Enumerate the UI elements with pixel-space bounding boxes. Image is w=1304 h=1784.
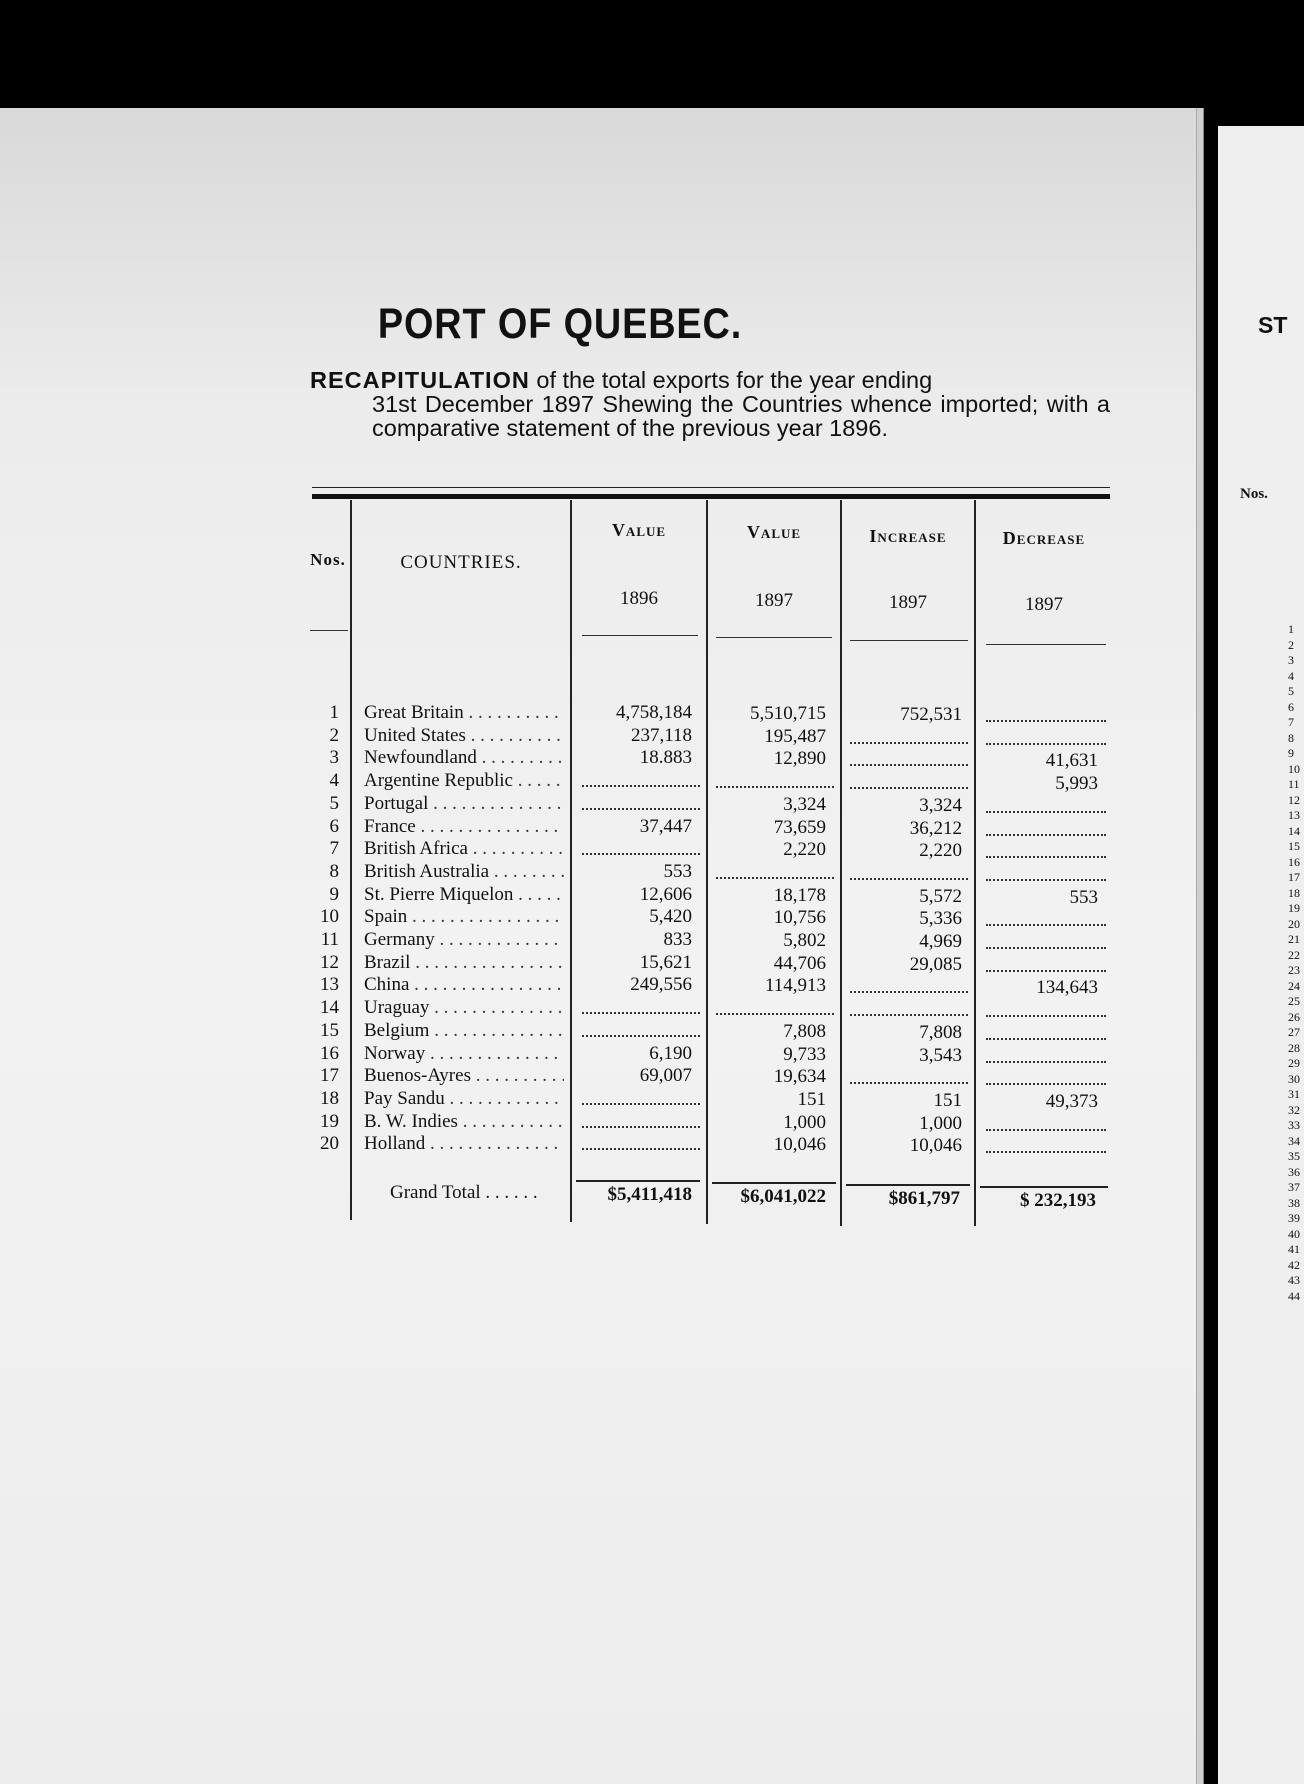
country-name: Newfoundland . . .	[364, 747, 564, 769]
cell-v1896: 4,758,184	[616, 702, 692, 723]
cell-v1896: 12,606	[639, 883, 692, 905]
adjacent-row-number: 12	[1288, 792, 1300, 807]
cell-v1896: 5,420	[649, 906, 692, 928]
header-value-1897: Value	[746, 522, 802, 542]
adjacent-row-number: 14	[1288, 823, 1300, 838]
country-name: Uraguay . . .	[364, 997, 564, 1019]
cell-dec: 41,631	[1045, 750, 1098, 772]
leader-dots	[850, 741, 968, 744]
recap-text-1: of the total exports for the year ending	[529, 367, 933, 393]
header-increase-year: 1897	[889, 592, 927, 613]
header-rule	[716, 637, 832, 638]
header-nos: Nos.	[310, 550, 346, 569]
total-rule	[846, 1184, 970, 1186]
cell-v1897: 151	[797, 1088, 826, 1110]
cell-v1897: 114,913	[764, 975, 826, 997]
page-title: PORT OF QUEBEC.	[377, 300, 743, 348]
leader-dots	[850, 1081, 968, 1084]
adjacent-row-number: 33	[1288, 1118, 1300, 1132]
header-rule	[582, 635, 698, 636]
row-number: 15	[320, 1019, 339, 1041]
cell-inc: 10,046	[909, 1135, 962, 1157]
adjacent-row-number: 31	[1288, 1087, 1300, 1101]
adjacent-row-number: 37	[1288, 1180, 1300, 1194]
adjacent-row-number: 39	[1288, 1211, 1300, 1225]
country-name: France . . .	[364, 816, 564, 838]
header-rule	[310, 630, 348, 631]
header-rule	[986, 644, 1106, 645]
header-countries: COUNTRIES.	[400, 552, 522, 573]
row-number: 20	[320, 1133, 339, 1155]
cell-v1896: 237,118	[630, 724, 692, 746]
adjacent-row-number: 26	[1288, 1009, 1300, 1024]
row-number: 9	[329, 883, 339, 905]
header-increase: Increase	[869, 526, 947, 546]
leader-dots	[850, 877, 968, 880]
adjacent-row-number: 7	[1288, 715, 1294, 729]
adjacent-page-title-fragment: ST	[1258, 312, 1288, 338]
adjacent-row-number: 22	[1288, 947, 1300, 962]
row-number: 11	[320, 929, 339, 950]
leader-dots	[986, 810, 1106, 813]
adjacent-row-number: 40	[1288, 1226, 1300, 1241]
leader-dots	[582, 784, 700, 787]
grand-total-1896: $5,411,418	[607, 1184, 692, 1205]
leader-dots	[986, 946, 1106, 949]
country-name: United States . . .	[364, 725, 564, 747]
adjacent-row-number: 5	[1288, 684, 1294, 698]
cell-v1897: 19,634	[773, 1066, 826, 1088]
cell-v1897: 3,324	[783, 793, 826, 815]
recap-lead: RECAPITULATION	[310, 367, 530, 393]
row-number: 7	[329, 838, 339, 860]
adjacent-row-number: 41	[1288, 1242, 1300, 1256]
adjacent-row-number: 10	[1288, 761, 1300, 776]
leader-dots	[716, 1012, 834, 1015]
grand-total-decrease: $ 232,193	[1020, 1190, 1096, 1211]
leader-dots	[850, 763, 968, 766]
adjacent-row-number: 2	[1288, 637, 1294, 652]
leader-dots	[850, 786, 968, 789]
cell-v1897: 5,802	[783, 930, 826, 951]
leader-dots	[986, 923, 1106, 926]
country-name: Pay Sandu . . .	[364, 1088, 564, 1110]
row-number: 8	[329, 860, 339, 882]
row-number: 1	[329, 702, 339, 723]
country-name: B. W. Indies . . .	[364, 1111, 564, 1133]
cell-dec: 134,643	[1036, 977, 1098, 999]
country-name: St. Pierre Miquelon . . .	[364, 884, 564, 906]
adjacent-row-number: 43	[1288, 1273, 1300, 1287]
cell-v1897: 5,510,715	[750, 703, 826, 724]
row-number: 19	[320, 1110, 339, 1132]
cell-v1896: 553	[663, 860, 692, 882]
adjacent-row-number: 36	[1288, 1164, 1300, 1179]
country-name: Belgium . . .	[364, 1020, 564, 1042]
header-value-1896: Value	[611, 520, 667, 540]
adjacent-row-number: 17	[1288, 870, 1300, 884]
country-name: Germany . . .	[364, 929, 564, 951]
adjacent-row-number: 13	[1288, 808, 1300, 822]
adjacent-row-number: 3	[1288, 653, 1294, 667]
cell-v1897: 1,000	[783, 1111, 826, 1133]
cell-inc: 7,808	[919, 1021, 962, 1043]
leader-dots	[716, 876, 834, 879]
cell-inc: 1,000	[919, 1112, 962, 1134]
cell-inc: 2,220	[919, 840, 962, 862]
leader-dots	[850, 990, 968, 993]
leader-dots	[582, 1125, 700, 1128]
row-number: 6	[329, 815, 339, 837]
adjacent-row-number: 18	[1288, 885, 1300, 900]
leader-dots	[986, 719, 1106, 722]
adjacent-row-number: 38	[1288, 1195, 1300, 1210]
recap-text-2: 31st December 1897 Shewing the Countries whence imported; with a comparative statement of the previous year 1896.	[372, 391, 1110, 441]
recapitulation-paragraph	[310, 368, 1110, 440]
adjacent-row-number: 20	[1288, 916, 1300, 931]
country-name: Argentine Republic . . .	[364, 770, 564, 792]
cell-dec: 49,373	[1045, 1090, 1098, 1112]
adjacent-row-number: 16	[1288, 854, 1300, 869]
cell-v1896: 833	[663, 929, 692, 950]
row-number: 4	[329, 770, 339, 792]
leader-dots	[986, 855, 1106, 858]
leader-dots	[986, 1014, 1106, 1017]
adjacent-row-number: 35	[1288, 1149, 1300, 1163]
leader-dots	[986, 969, 1106, 972]
total-rule	[712, 1182, 836, 1184]
adjacent-row-number: 15	[1288, 839, 1300, 853]
country-name: Brazil . . .	[364, 952, 564, 974]
cell-inc: 5,572	[919, 885, 962, 907]
adjacent-row-number: 19	[1288, 901, 1300, 915]
adjacent-row-number: 25	[1288, 994, 1300, 1008]
adjacent-row-number: 34	[1288, 1133, 1300, 1148]
cell-v1896: 18.883	[639, 747, 692, 769]
adjacent-row-number: 21	[1288, 932, 1300, 946]
cell-inc: 3,543	[919, 1044, 962, 1066]
header-decrease: Decrease	[1002, 528, 1086, 548]
leader-dots	[582, 852, 700, 855]
cell-inc: 29,085	[909, 953, 962, 975]
leader-dots	[986, 742, 1106, 745]
row-number: 3	[329, 747, 339, 769]
cell-inc: 36,212	[909, 817, 962, 839]
cell-v1897: 2,220	[783, 839, 826, 861]
country-name: British Africa . . .	[364, 838, 564, 860]
grand-total-increase: $861,797	[888, 1188, 960, 1209]
adjacent-row-number: 32	[1288, 1102, 1300, 1117]
cell-v1897: 44,706	[773, 952, 826, 974]
column-divider	[350, 500, 352, 1220]
total-rule	[980, 1186, 1108, 1188]
leader-dots	[986, 1060, 1106, 1063]
cell-inc: 752,531	[900, 704, 962, 725]
adjacent-row-number: 9	[1288, 746, 1294, 760]
country-name: Buenos-Ayres . . .	[364, 1065, 564, 1087]
total-rule	[576, 1180, 700, 1182]
table-top-rule-thin	[312, 487, 1110, 488]
cell-v1897: 73,659	[773, 816, 826, 838]
cell-dec: 5,993	[1055, 773, 1098, 795]
adjacent-row-number: 27	[1288, 1025, 1300, 1039]
row-number: 12	[320, 951, 339, 973]
country-name: British Australia . . .	[364, 861, 564, 883]
leader-dots	[986, 1128, 1106, 1131]
country-name: Portugal . . .	[364, 793, 564, 815]
cell-v1897: 10,046	[773, 1134, 826, 1156]
cell-v1896: 15,621	[639, 951, 692, 973]
leader-dots	[582, 1102, 700, 1105]
row-number: 18	[320, 1087, 339, 1109]
cell-v1897: 10,756	[773, 907, 826, 929]
table-top-rule-thick	[312, 494, 1110, 499]
grand-total-1897: $6,041,022	[740, 1186, 826, 1207]
cell-v1896: 6,190	[649, 1042, 692, 1064]
row-number: 5	[329, 792, 339, 814]
cell-dec: 553	[1069, 886, 1098, 908]
cell-v1897: 18,178	[773, 884, 826, 906]
adjacent-page-nos-fragment: Nos.	[1240, 486, 1268, 502]
adjacent-row-number: 30	[1288, 1071, 1300, 1086]
cell-v1896: 249,556	[630, 974, 692, 996]
page-fold	[1196, 108, 1204, 1784]
adjacent-row-number: 23	[1288, 963, 1300, 977]
cell-inc: 151	[933, 1089, 962, 1111]
grand-total-label: Grand Total . . . . . .	[390, 1182, 538, 1203]
leader-dots	[582, 1011, 700, 1014]
leader-dots	[716, 785, 834, 788]
leader-dots	[850, 1013, 968, 1016]
header-value-1896-year: 1896	[620, 588, 658, 609]
leader-dots	[582, 807, 700, 810]
leader-dots	[986, 1037, 1106, 1040]
adjacent-row-number: 1	[1288, 622, 1294, 636]
country-name: Norway . . .	[364, 1043, 564, 1065]
leader-dots	[986, 833, 1106, 836]
cell-inc: 5,336	[919, 908, 962, 930]
cell-v1897: 12,890	[773, 748, 826, 770]
country-name: Spain . . .	[364, 906, 564, 928]
leader-dots	[986, 1150, 1106, 1153]
adjacent-row-number: 24	[1288, 978, 1300, 993]
adjacent-row-number: 11	[1288, 777, 1300, 791]
row-number: 10	[320, 906, 339, 928]
header-value-1897-year: 1897	[755, 590, 793, 611]
adjacent-page-row-numbers	[1288, 622, 1300, 1304]
adjacent-row-number: 29	[1288, 1056, 1300, 1070]
leader-dots	[582, 1034, 700, 1037]
row-number: 17	[320, 1065, 339, 1087]
adjacent-row-number: 8	[1288, 730, 1294, 745]
row-number: 13	[320, 974, 339, 996]
row-number: 2	[329, 724, 339, 746]
leader-dots	[986, 1082, 1106, 1085]
adjacent-row-number: 6	[1288, 699, 1294, 714]
cell-v1897: 7,808	[783, 1020, 826, 1042]
adjacent-row-number: 42	[1288, 1257, 1300, 1272]
cell-v1897: 195,487	[764, 725, 826, 747]
cell-inc: 4,969	[919, 931, 962, 952]
leader-dots	[986, 878, 1106, 881]
cell-v1896: 37,447	[639, 815, 692, 837]
adjacent-row-number: 28	[1288, 1040, 1300, 1055]
header-rule	[850, 640, 968, 641]
country-name: Great Britain . . .	[364, 702, 564, 724]
country-name: Holland . . .	[364, 1133, 564, 1155]
cell-v1897: 9,733	[783, 1043, 826, 1065]
cell-v1896: 69,007	[639, 1065, 692, 1087]
adjacent-row-number: 44	[1288, 1288, 1300, 1303]
country-name: China . . .	[364, 974, 564, 996]
leader-dots	[582, 1147, 700, 1150]
adjacent-row-number: 4	[1288, 668, 1294, 683]
row-number: 14	[320, 997, 339, 1019]
header-decrease-year: 1897	[1025, 594, 1063, 615]
cell-inc: 3,324	[919, 794, 962, 816]
row-number: 16	[320, 1042, 339, 1064]
